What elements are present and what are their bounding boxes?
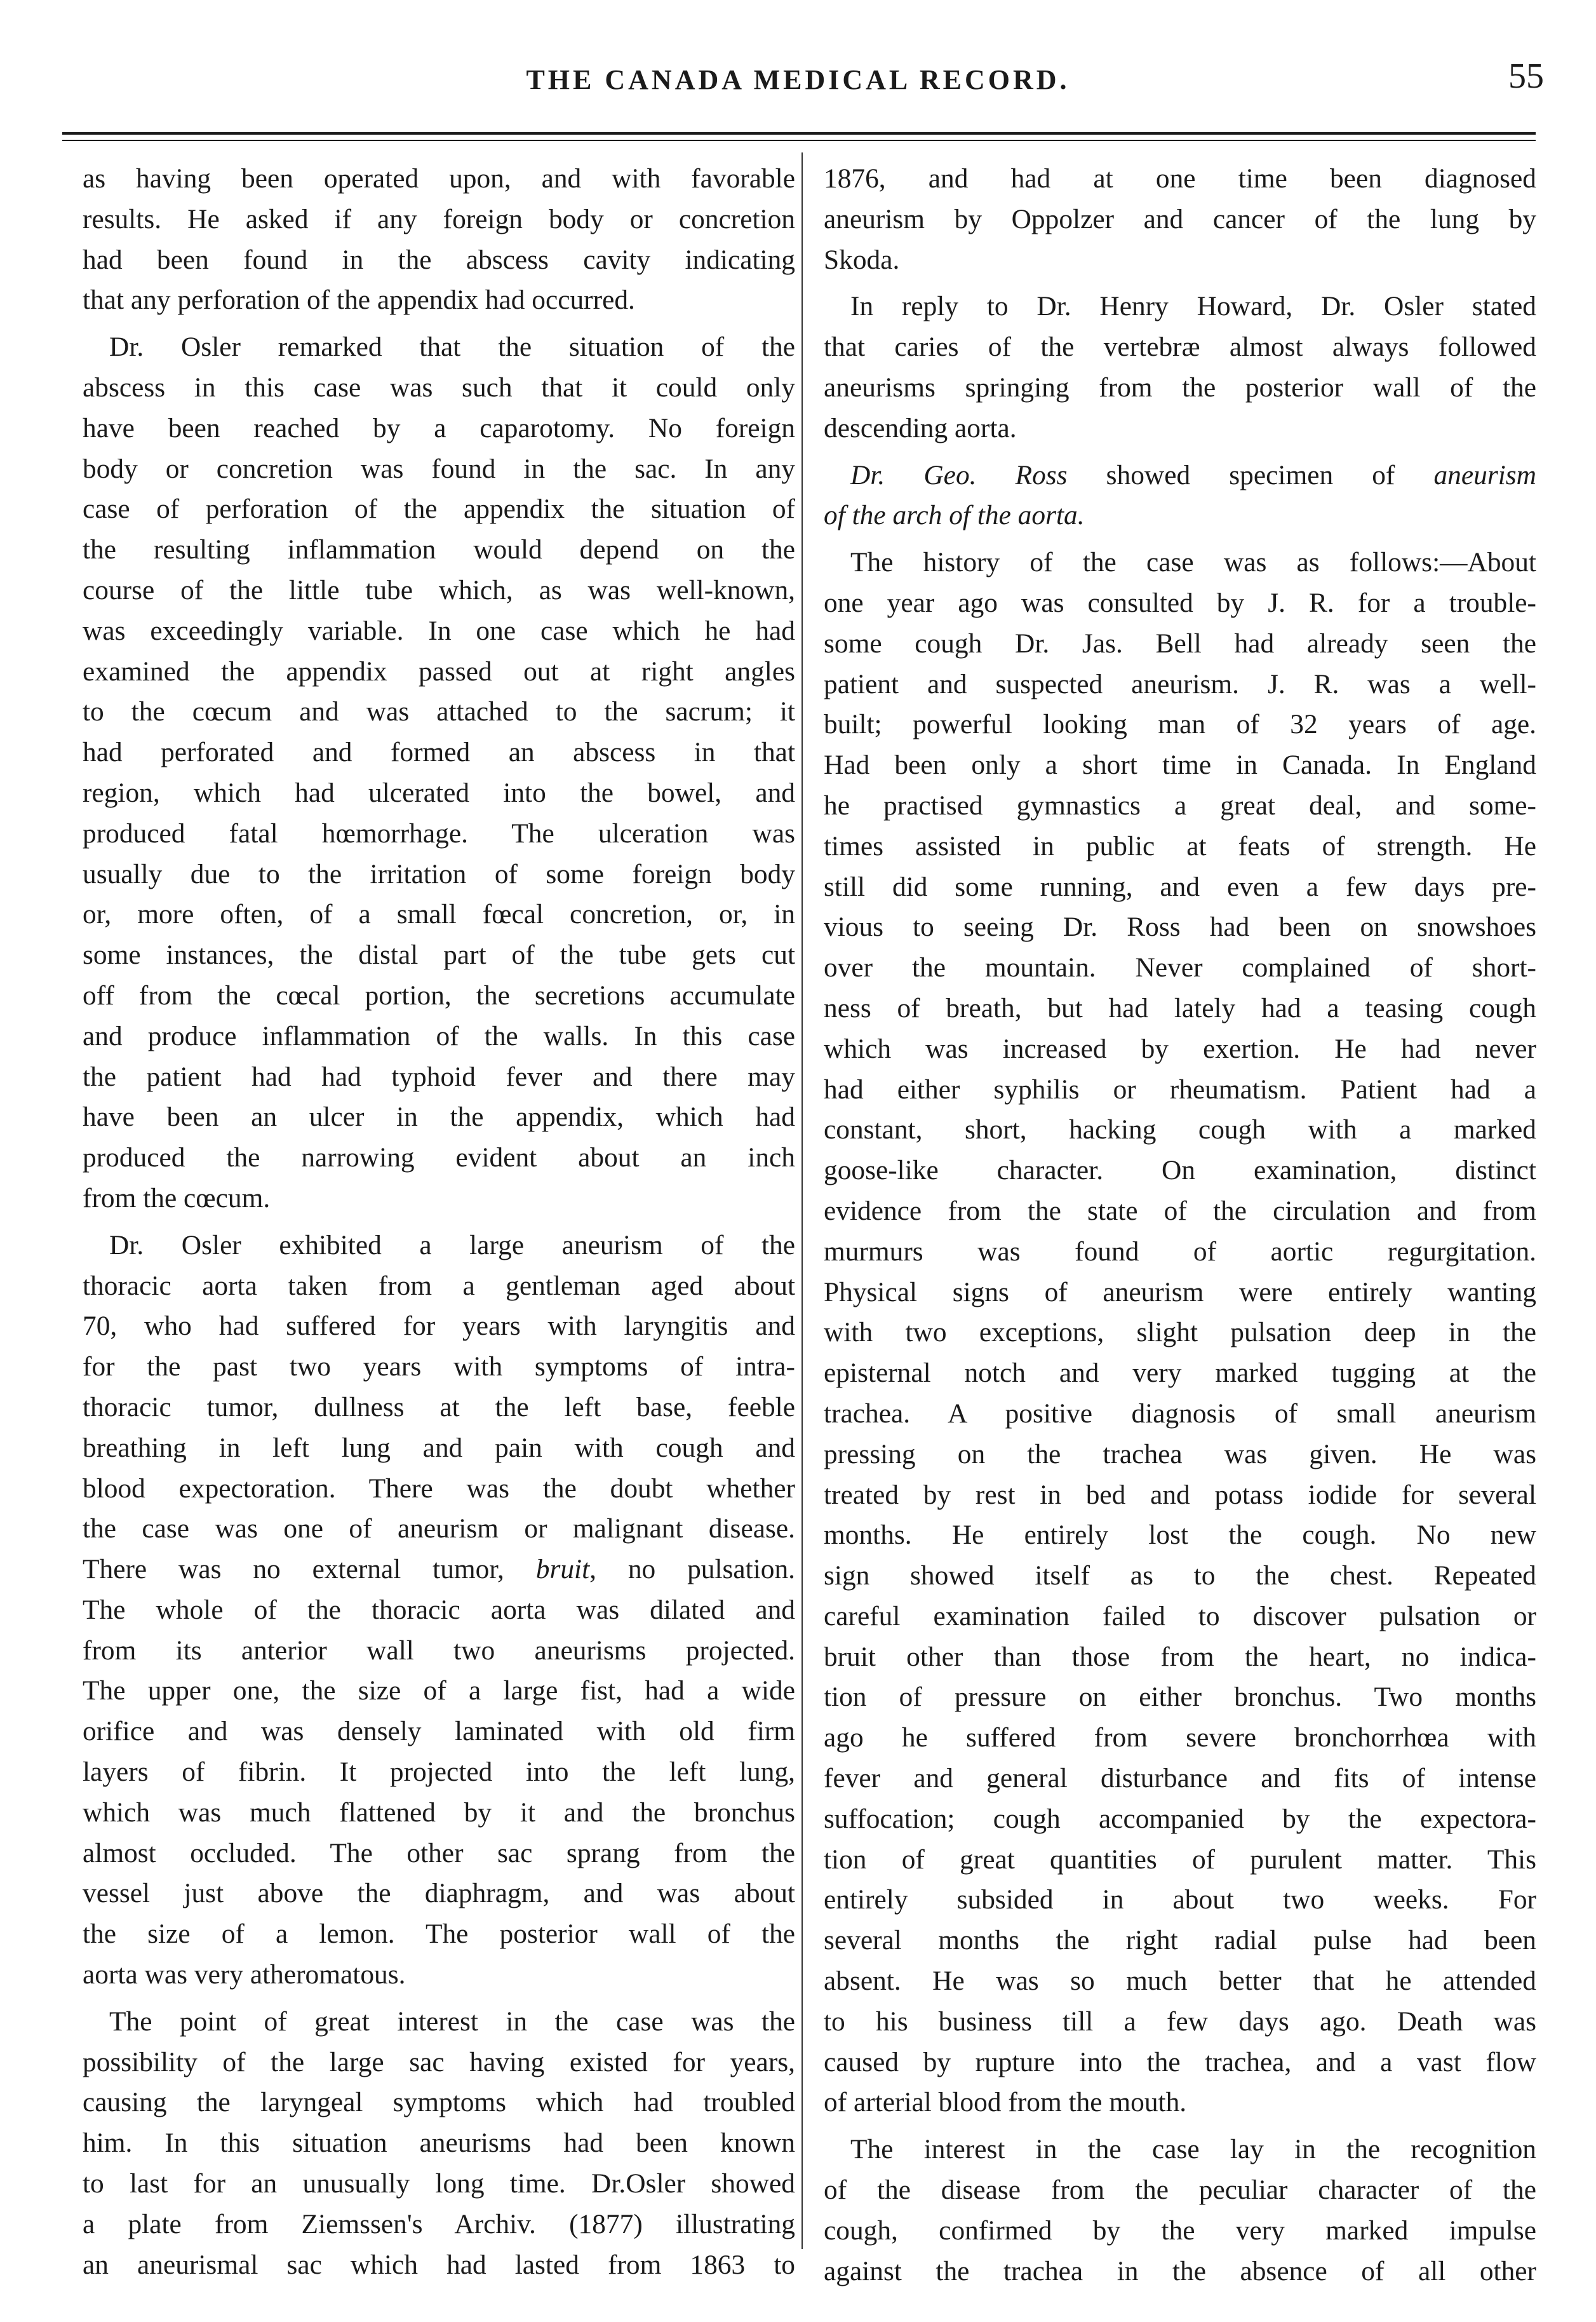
text-line: patient and suspected aneurism. J. R. was a well- [824, 668, 1536, 699]
text-line: evidence from the state of the circulation and from [824, 1195, 1536, 1226]
text-line: In reply to Dr. Henry Howard, Dr. Osler stated [850, 291, 1536, 322]
text-line: 70, who had suffered for years with laryngitis and [83, 1311, 795, 1342]
text-line: for the past two years with symptoms of intra- [83, 1351, 795, 1382]
text-line: constant, short, hacking cough with a marked [824, 1114, 1536, 1145]
paragraph-gap [824, 449, 1536, 456]
text-line: that caries of the vertebræ almost always followed [824, 332, 1536, 363]
paragraph-gap [83, 321, 795, 327]
text-line: against the trachea in the absence of all other [824, 2255, 1536, 2286]
text-line: one year ago was consulted by J. R. for a trouble- [824, 587, 1536, 618]
text-line: was exceedingly variable. In one case which he had [83, 615, 795, 646]
paragraph-gap [824, 2123, 1536, 2130]
text-line: from the cœcum. [83, 1182, 271, 1213]
text-line: which was much flattened by it and the bronchus [83, 1797, 795, 1828]
text-line: pressing on the trachea was given. He was [824, 1438, 1536, 1469]
page-header [0, 51, 1596, 127]
text-line: some instances, the distal part of the tube gets cut [83, 940, 795, 971]
header-rule-thin [62, 140, 1536, 141]
text-line: Had been only a short time in Canada. In England [824, 750, 1536, 781]
text-line: over the mountain. Never complained of short- [824, 952, 1536, 983]
text-line: The interest in the case lay in the recognition [850, 2134, 1536, 2165]
text-line: results. He asked if any foreign body or concretion [83, 203, 795, 234]
text-line: The point of great interest in the case was the [109, 2006, 795, 2037]
column-divider [801, 152, 803, 2249]
paragraph-gap [824, 536, 1536, 543]
text-line: The history of the case was as follows:—About [850, 547, 1536, 578]
text-line: had perforated and formed an abscess in that [83, 737, 795, 768]
text-line: had been found in the abscess cavity indicating [83, 244, 795, 275]
text-line: off from the cœcal portion, the secretions accumulate [83, 980, 795, 1011]
text-line: vious to seeing Dr. Ross had been on snowshoes [824, 912, 1536, 943]
text-line: from its anterior wall two aneurisms projected. [83, 1635, 795, 1666]
text-line: trachea. A positive diagnosis of small aneurism [824, 1398, 1536, 1429]
text-line: causing the laryngeal symptoms which had troubled [83, 2087, 795, 2118]
text-line: to his business till a few days ago. Death was [824, 2006, 1536, 2037]
text-line: cough, confirmed by the very marked impulse [824, 2215, 1536, 2246]
text-line: abscess in this case was such that it could only [83, 372, 795, 403]
text-line: breathing in left lung and pain with cough and [83, 1432, 795, 1463]
text-line: orifice and was densely laminated with old firm [83, 1716, 795, 1747]
text-line: to last for an unusually long time. Dr.Osler showed [83, 2168, 795, 2199]
text-line: an aneurismal sac which had lasted from 1863 to [83, 2249, 795, 2280]
text-line: region, which had ulcerated into the bowel, and [83, 777, 795, 808]
text-line: or, more often, of a small fœcal concretion, or, in [83, 899, 795, 930]
text-line: several months the right radial pulse had been [824, 1925, 1536, 1956]
text-line: episternal notch and very marked tugging at the [824, 1358, 1536, 1389]
text-line: tion of great quantities of purulent matter. This [824, 1844, 1536, 1875]
text-line: suffocation; cough accompanied by the expectora- [824, 1803, 1536, 1834]
text-line: still did some running, and even a few days pre- [824, 871, 1536, 902]
text-line: have been reached by a caparotomy. No foreign [83, 412, 795, 443]
text-line: ago he suffered from severe bronchorrhœa with [824, 1722, 1536, 1753]
journal-title: THE CANADA MEDICAL RECORD. [526, 64, 1070, 95]
text-line: the size of a lemon. The posterior wall of the [83, 1919, 795, 1950]
text-line: Dr. Osler exhibited a large aneurism of the [109, 1229, 795, 1260]
text-line: vessel just above the diaphragm, and was about [83, 1878, 795, 1909]
text-line: blood expectoration. There was the doubt whether [83, 1473, 795, 1504]
text-line: caused by rupture into the trachea, and a vast flow [824, 2046, 1536, 2077]
text-line: produced the narrowing evident about an inch [83, 1142, 795, 1173]
text-line: some cough Dr. Jas. Bell had already seen the [824, 628, 1536, 659]
text-line: fever and general disturbance and fits of intense [824, 1763, 1536, 1794]
page-number: 55 [1508, 57, 1544, 96]
text-line: case of perforation of the appendix the situation of [83, 494, 795, 525]
right-column [824, 159, 1536, 2292]
text-line: layers of fibrin. It projected into the left lung, [83, 1757, 795, 1788]
text-line: possibility of the large sac having existed for years, [83, 2046, 795, 2077]
text-line: him. In this situation aneurisms had been known [83, 2128, 795, 2159]
text-line: which was increased by exertion. He had never [824, 1033, 1536, 1064]
text-line: to the cœcum and was attached to the sacrum; it [83, 696, 795, 727]
text-line: had either syphilis or rheumatism. Patient had a [824, 1074, 1536, 1105]
paragraph-gap [824, 280, 1536, 287]
text-line: There was no external tumor, bruit, no pulsation. [83, 1554, 796, 1585]
text-line: aorta was very atheromatous. [83, 1959, 406, 1990]
text-line: months. He entirely lost the cough. No new [824, 1520, 1536, 1551]
text-line: descending aorta. [824, 412, 1017, 443]
text-line: thoracic aorta taken from a gentleman aged about [83, 1270, 795, 1301]
text-line: as having been operated upon, and with favorable [83, 163, 795, 194]
text-line: usually due to the irritation of some foreign body [83, 858, 795, 889]
text-line: of the arch of the aorta. [824, 500, 1085, 531]
text-line: of the disease from the peculiar character of the [824, 2175, 1536, 2206]
text-line: examined the appendix passed out at right angles [83, 656, 795, 687]
text-line: the case was one of aneurism or malignant disease. [83, 1513, 795, 1544]
text-line: course of the little tube which, as was well-known, [83, 574, 795, 605]
text-line: body or concretion was found in the sac. In any [83, 453, 795, 484]
text-line: goose-like character. On examination, distinct [824, 1155, 1536, 1186]
text-line: he practised gymnastics a great deal, and some- [824, 790, 1536, 821]
text-line: produced fatal hœmorrhage. The ulceration was [83, 818, 795, 849]
left-column [83, 159, 795, 2285]
paragraph-gap [83, 1219, 795, 1225]
text-line: Dr. Osler remarked that the situation of the [109, 332, 795, 363]
text-line: with two exceptions, slight pulsation deep in the [824, 1317, 1536, 1348]
text-line: times assisted in public at feats of strength. He [824, 830, 1536, 861]
text-line: aneurism by Oppolzer and cancer of the lung by [824, 203, 1536, 234]
text-line: aneurisms springing from the posterior wall of the [824, 372, 1536, 403]
text-line: Physical signs of aneurism were entirely wanting [824, 1276, 1536, 1307]
text-line: ness of breath, but had lately had a teasing cough [824, 992, 1536, 1023]
text-line: absent. He was so much better that he attended [824, 1966, 1536, 1997]
text-line: that any perforation of the appendix had occurred. [83, 285, 635, 316]
text-line: built; powerful looking man of 32 years of age. [824, 709, 1536, 740]
text-line: of arterial blood from the mouth. [824, 2087, 1187, 2118]
text-line: 1876, and had at one time been diagnosed [824, 163, 1536, 194]
text-line: Skoda. [824, 244, 900, 275]
text-line: thoracic tumor, dullness at the left base, feeble [83, 1391, 795, 1422]
header-rule-thick [62, 132, 1536, 135]
text-line: entirely subsided in about two weeks. For [824, 1884, 1536, 1915]
text-line: and produce inflammation of the walls. In this case [83, 1020, 795, 1051]
text-line: almost occluded. The other sac sprang from the [83, 1837, 795, 1868]
text-line: treated by rest in bed and potass iodide for several [824, 1479, 1536, 1510]
text-line: bruit other than those from the heart, no indica- [824, 1641, 1536, 1672]
text-line: a plate from Ziemssen's Archiv. (1877) illustrating [83, 2208, 795, 2239]
text-line: The upper one, the size of a large fist, had a wide [83, 1675, 795, 1706]
text-line: the patient had had typhoid fever and there may [83, 1061, 795, 1092]
text-line: have been an ulcer in the appendix, which had [83, 1102, 795, 1133]
text-line: The whole of the thoracic aorta was dilated and [83, 1594, 795, 1625]
text-line: sign showed itself as to the chest. Repeated [824, 1560, 1536, 1591]
text-line: Dr. Geo. Ross showed specimen of aneurism [850, 459, 1536, 490]
text-line: careful examination failed to discover pulsation or [824, 1600, 1536, 1631]
paragraph-gap [83, 1995, 795, 2002]
text-line: murmurs was found of aortic regurgitation. [824, 1236, 1536, 1267]
text-line: tion of pressure on either bronchus. Two months [824, 1682, 1536, 1713]
text-line: the resulting inflammation would depend on the [83, 534, 795, 565]
